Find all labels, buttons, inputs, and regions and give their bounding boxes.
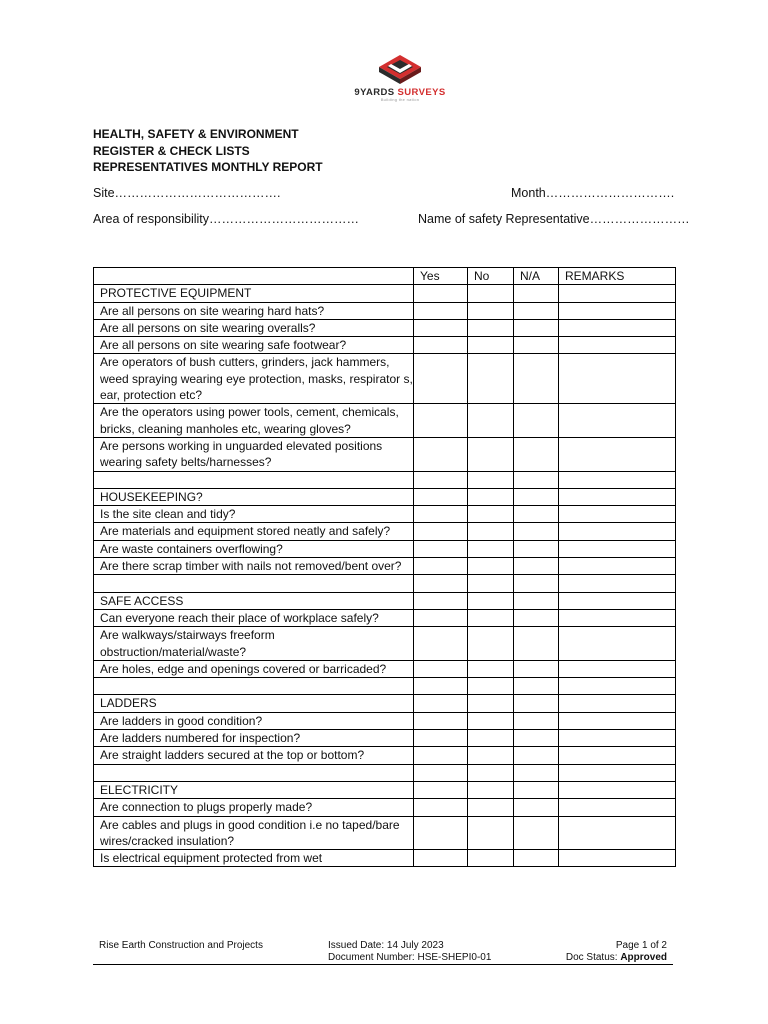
footer-issued-date: Issued Date: 14 July 2023 [328, 940, 444, 951]
na-cell [514, 592, 559, 609]
yes-cell [414, 488, 468, 505]
na-cell [514, 764, 559, 781]
footer-doc-status [566, 952, 667, 964]
yes-cell [414, 575, 468, 592]
question-cell [94, 471, 414, 488]
no-cell [468, 695, 514, 712]
company-logo [330, 52, 470, 102]
question-cell: Are the operators using power tools, cement, chemicals, bricks, cleaning manholes etc, wearing gloves? [94, 404, 414, 438]
na-cell [514, 488, 559, 505]
table-header-row [94, 268, 676, 285]
question-cell: Are materials and equipment stored neatly and safely? [94, 523, 414, 540]
no-cell [468, 678, 514, 695]
remarks-cell [559, 488, 676, 505]
table-row [94, 540, 676, 557]
yes-cell[interactable] [414, 627, 468, 661]
yes-cell[interactable] [414, 540, 468, 557]
header-yes: Yes [414, 268, 468, 285]
no-cell [468, 592, 514, 609]
document-heading [93, 126, 323, 176]
footer-status-value: Approved [620, 952, 667, 963]
table-row [94, 437, 676, 471]
question-cell: Is the site clean and tidy? [94, 506, 414, 523]
na-cell[interactable] [514, 302, 559, 319]
yes-cell[interactable] [414, 712, 468, 729]
remarks-cell [559, 781, 676, 798]
no-cell[interactable] [468, 747, 514, 764]
question-cell: Are straight ladders secured at the top or bottom? [94, 747, 414, 764]
remarks-cell [559, 592, 676, 609]
yes-cell[interactable] [414, 302, 468, 319]
remarks-cell [559, 764, 676, 781]
no-cell [468, 781, 514, 798]
title-line-2: REGISTER & CHECK LISTS [93, 143, 250, 158]
no-cell[interactable] [468, 506, 514, 523]
na-cell[interactable] [514, 850, 559, 867]
no-cell [468, 764, 514, 781]
na-cell [514, 471, 559, 488]
table-row [94, 850, 676, 867]
yes-cell[interactable] [414, 437, 468, 471]
yes-cell[interactable] [414, 337, 468, 354]
yes-cell[interactable] [414, 404, 468, 438]
remarks-cell[interactable] [559, 437, 676, 471]
section-header-row [94, 695, 676, 712]
na-cell [514, 285, 559, 302]
na-cell[interactable] [514, 712, 559, 729]
remarks-cell[interactable] [559, 354, 676, 404]
remarks-cell[interactable] [559, 337, 676, 354]
spacer-row [94, 471, 676, 488]
question-cell: Are all persons on site wearing hard hats? [94, 302, 414, 319]
remarks-cell [559, 285, 676, 302]
checklist-table [93, 267, 676, 867]
table-row [94, 816, 676, 850]
yes-cell [414, 695, 468, 712]
na-cell [514, 781, 559, 798]
logo-word-2: SURVEYS [397, 87, 446, 98]
yes-cell [414, 781, 468, 798]
yes-cell[interactable] [414, 730, 468, 747]
remarks-cell[interactable] [559, 609, 676, 626]
no-cell[interactable] [468, 730, 514, 747]
table-row [94, 799, 676, 816]
yes-cell[interactable] [414, 506, 468, 523]
na-cell[interactable] [514, 523, 559, 540]
yes-cell[interactable] [414, 354, 468, 404]
no-cell [468, 488, 514, 505]
header-na: N/A [514, 268, 559, 285]
no-cell[interactable] [468, 354, 514, 404]
no-cell[interactable] [468, 540, 514, 557]
footer-doc-info [328, 940, 491, 964]
remarks-cell [559, 471, 676, 488]
na-cell[interactable] [514, 558, 559, 575]
yes-cell[interactable] [414, 850, 468, 867]
remarks-cell[interactable] [559, 404, 676, 438]
no-cell[interactable] [468, 660, 514, 677]
yes-cell[interactable] [414, 816, 468, 850]
remarks-cell[interactable] [559, 627, 676, 661]
table-row [94, 712, 676, 729]
table-row [94, 609, 676, 626]
na-cell[interactable] [514, 506, 559, 523]
remarks-cell[interactable] [559, 302, 676, 319]
no-cell[interactable] [468, 816, 514, 850]
na-cell [514, 678, 559, 695]
question-cell: Are cables and plugs in good condition i.e no taped/bare wires/cracked insulation? [94, 816, 414, 850]
yes-cell[interactable] [414, 523, 468, 540]
question-cell: Are holes, edge and openings covered or barricaded? [94, 660, 414, 677]
question-cell: Are ladders numbered for inspection? [94, 730, 414, 747]
no-cell[interactable] [468, 799, 514, 816]
yes-cell [414, 678, 468, 695]
table-row [94, 660, 676, 677]
remarks-cell[interactable] [559, 660, 676, 677]
na-cell[interactable] [514, 799, 559, 816]
table-row [94, 627, 676, 661]
table-row [94, 558, 676, 575]
question-cell [94, 764, 414, 781]
yes-cell [414, 285, 468, 302]
safety-representative-field[interactable]: Name of safety Representative…………………… [418, 212, 690, 226]
remarks-cell [559, 575, 676, 592]
title-line-3: REPRESENTATIVES MONTHLY REPORT [93, 160, 323, 174]
site-field[interactable]: Site…………………………………. [93, 186, 281, 200]
na-cell [514, 575, 559, 592]
question-cell: Are there scrap timber with nails not removed/bent over? [94, 558, 414, 575]
question-cell: Can everyone reach their place of workplace safely? [94, 609, 414, 626]
remarks-cell[interactable] [559, 523, 676, 540]
section-header-row [94, 592, 676, 609]
question-cell [94, 678, 414, 695]
no-cell[interactable] [468, 404, 514, 438]
yes-cell [414, 764, 468, 781]
remarks-cell[interactable] [559, 850, 676, 867]
no-cell[interactable] [468, 850, 514, 867]
no-cell[interactable] [468, 558, 514, 575]
yes-cell[interactable] [414, 660, 468, 677]
no-cell[interactable] [468, 523, 514, 540]
section-title: HOUSEKEEPING? [94, 488, 414, 505]
header-question [94, 268, 414, 285]
no-cell[interactable] [468, 712, 514, 729]
footer-status-label: Doc Status: [565, 952, 621, 963]
question-cell: Are connection to plugs properly made? [94, 799, 414, 816]
remarks-cell [559, 678, 676, 695]
question-cell: Are persons working in unguarded elevated positions wearing safety belts/harnesses? [94, 437, 414, 471]
na-cell[interactable] [514, 404, 559, 438]
na-cell[interactable] [514, 609, 559, 626]
spacer-row [94, 575, 676, 592]
yes-cell[interactable] [414, 558, 468, 575]
spacer-row [94, 764, 676, 781]
na-cell[interactable] [514, 437, 559, 471]
yes-cell[interactable] [414, 319, 468, 336]
yes-cell[interactable] [414, 799, 468, 816]
question-cell: Are all persons on site wearing safe footwear? [94, 337, 414, 354]
na-cell[interactable] [514, 627, 559, 661]
question-cell [94, 575, 414, 592]
na-cell[interactable] [514, 660, 559, 677]
logo-word-1: 9YARDS [354, 87, 398, 98]
section-header-row [94, 488, 676, 505]
table-row [94, 747, 676, 764]
table-row [94, 319, 676, 336]
yes-cell [414, 592, 468, 609]
remarks-cell[interactable] [559, 540, 676, 557]
title-line-1: HEALTH, SAFETY & ENVIRONMENT [93, 127, 299, 141]
table-row [94, 354, 676, 404]
footer-page-number: Page 1 of 2 [615, 940, 667, 951]
section-title: LADDERS [94, 695, 414, 712]
table-row [94, 337, 676, 354]
question-cell: Are ladders in good condition? [94, 712, 414, 729]
area-of-responsibility-field[interactable]: Area of responsibility……………………………… [93, 212, 360, 226]
na-cell[interactable] [514, 354, 559, 404]
na-cell[interactable] [514, 337, 559, 354]
na-cell[interactable] [514, 816, 559, 850]
no-cell[interactable] [468, 302, 514, 319]
remarks-cell[interactable] [559, 747, 676, 764]
header-no: No [468, 268, 514, 285]
na-cell [514, 695, 559, 712]
na-cell[interactable] [514, 747, 559, 764]
header-remarks: REMARKS [559, 268, 676, 285]
remarks-cell[interactable] [559, 730, 676, 747]
question-cell: Are waste containers overflowing? [94, 540, 414, 557]
footer-company: Rise Earth Construction and Projects [99, 940, 263, 951]
remarks-cell[interactable] [559, 558, 676, 575]
table-row [94, 302, 676, 319]
question-cell: Are all persons on site wearing overalls? [94, 319, 414, 336]
section-header-row [94, 285, 676, 302]
section-title: SAFE ACCESS [94, 592, 414, 609]
na-cell[interactable] [514, 730, 559, 747]
remarks-cell[interactable] [559, 506, 676, 523]
footer-document-number: Document Number: HSE-SHEPI0-01 [328, 952, 492, 963]
no-cell[interactable] [468, 609, 514, 626]
table-row [94, 404, 676, 438]
yes-cell[interactable] [414, 609, 468, 626]
na-cell[interactable] [514, 540, 559, 557]
no-cell [468, 285, 514, 302]
yes-cell[interactable] [414, 747, 468, 764]
remarks-cell[interactable] [559, 319, 676, 336]
no-cell[interactable] [468, 627, 514, 661]
logo-tagline: Building the nation [380, 97, 420, 102]
section-title: PROTECTIVE EQUIPMENT [94, 285, 414, 302]
no-cell[interactable] [468, 319, 514, 336]
remarks-cell [559, 695, 676, 712]
table-row [94, 506, 676, 523]
month-field[interactable]: Month…………………………. [511, 186, 675, 200]
remarks-cell[interactable] [559, 816, 676, 850]
table-row [94, 523, 676, 540]
section-title: ELECTRICITY [94, 781, 414, 798]
no-cell[interactable] [468, 437, 514, 471]
spacer-row [94, 678, 676, 695]
yes-cell [414, 471, 468, 488]
table-row [94, 730, 676, 747]
section-header-row [94, 781, 676, 798]
no-cell[interactable] [468, 337, 514, 354]
remarks-cell[interactable] [559, 799, 676, 816]
page-footer [93, 940, 673, 965]
remarks-cell[interactable] [559, 712, 676, 729]
question-cell: Is electrical equipment protected from wet [94, 850, 414, 867]
question-cell: Are operators of bush cutters, grinders, jack hammers, weed spraying wearing eye protection, masks, respirator s, ear, protection etc? [94, 354, 414, 404]
logo-mark-icon [330, 52, 470, 88]
question-cell: Are walkways/stairways freeform obstruction/material/waste? [94, 627, 414, 661]
no-cell [468, 471, 514, 488]
footer-page-info [566, 940, 667, 964]
na-cell[interactable] [514, 319, 559, 336]
no-cell [468, 575, 514, 592]
